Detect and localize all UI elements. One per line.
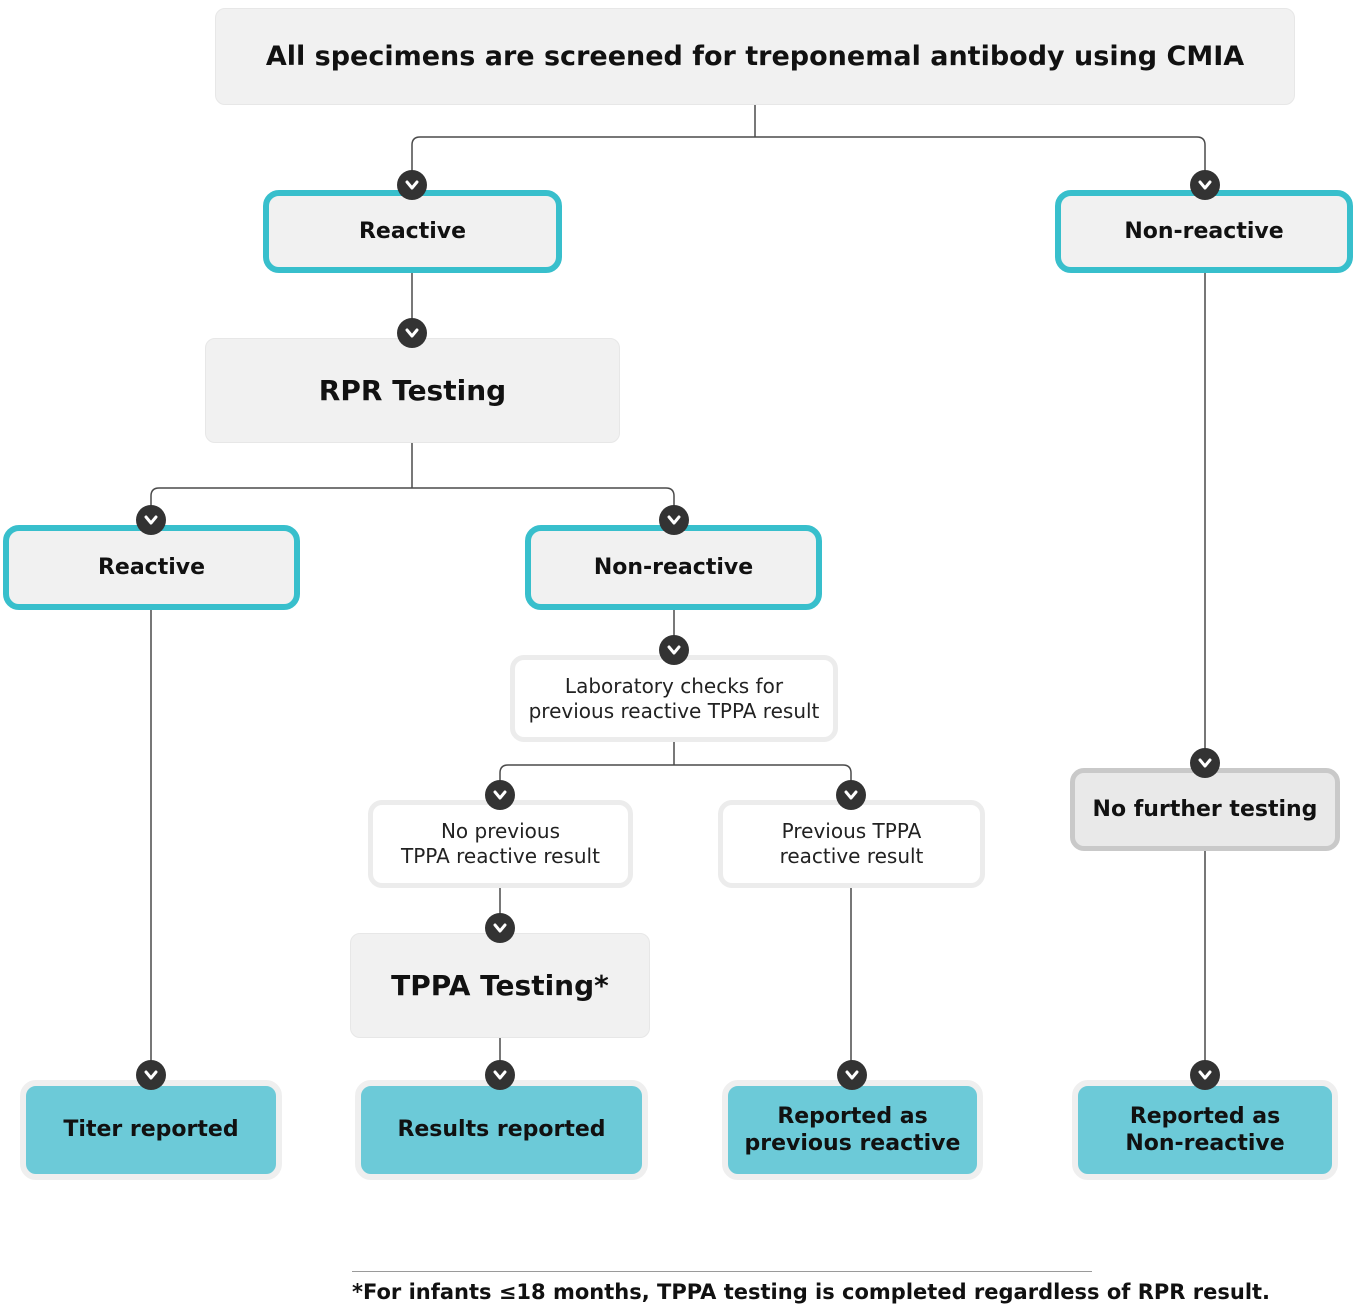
node-lab-check-line2: previous reactive TPPA result — [528, 698, 820, 723]
node-title-label: All specimens are screened for treponemal antibody using CMIA — [265, 40, 1245, 72]
node-no-further-testing — [1070, 768, 1340, 851]
node-no-previous-tppa-label — [401, 819, 600, 869]
chevron-down-icon — [1190, 1060, 1220, 1090]
node-reported-previous-line2: previous reactive — [744, 1131, 961, 1156]
node-reported-nonreactive — [1072, 1080, 1338, 1180]
chevron-down-icon — [485, 913, 515, 943]
chevron-down-icon — [836, 780, 866, 810]
node-reported-previous-reactive — [722, 1080, 983, 1180]
chevron-down-icon — [1190, 748, 1220, 778]
chevron-down-icon — [397, 170, 427, 200]
node-rpr-reactive-label: Reactive — [97, 554, 206, 580]
chevron-down-icon — [659, 505, 689, 535]
chevron-down-icon — [659, 635, 689, 665]
chevron-down-icon — [136, 1060, 166, 1090]
chevron-down-icon — [1190, 170, 1220, 200]
node-no-further-testing-label: No further testing — [1092, 796, 1318, 822]
node-reported-nonreactive-line1: Reported as — [1129, 1103, 1281, 1129]
chevron-down-icon — [485, 1060, 515, 1090]
node-reported-previous-label — [745, 1103, 961, 1158]
node-lab-check-line1: Laboratory checks for — [564, 673, 784, 698]
node-cmia-nonreactive — [1055, 190, 1353, 273]
node-no-previous-tppa — [368, 800, 633, 888]
node-previous-tppa-label — [780, 819, 924, 869]
footnote-divider — [352, 1271, 1092, 1272]
node-tppa-testing — [350, 933, 650, 1038]
chevron-down-icon — [397, 318, 427, 348]
node-titer-reported — [20, 1080, 282, 1180]
node-reported-previous-line1: Reported as — [777, 1103, 928, 1129]
chevron-down-icon — [485, 780, 515, 810]
node-previous-line1: Previous TPPA — [781, 819, 922, 843]
node-cmia-reactive — [263, 190, 562, 273]
node-cmia-nonreactive-label: Non-reactive — [1124, 218, 1284, 244]
node-rpr-reactive — [3, 525, 300, 610]
node-lab-check-label — [529, 674, 820, 724]
node-reported-nonreactive-label — [1125, 1103, 1284, 1158]
node-no-previous-line2: TPPA reactive result — [401, 844, 600, 868]
node-results-reported — [355, 1080, 648, 1180]
node-lab-check — [510, 655, 838, 742]
chevron-down-icon — [136, 505, 166, 535]
node-tppa-testing-label: TPPA Testing* — [391, 969, 609, 1002]
node-cmia-reactive-label: Reactive — [358, 218, 467, 244]
node-titer-reported-label: Titer reported — [63, 1117, 239, 1143]
node-title — [215, 8, 1295, 105]
node-rpr-nonreactive-label: Non-reactive — [593, 554, 754, 580]
node-no-previous-line1: No previous — [440, 819, 561, 843]
node-rpr-testing — [205, 338, 620, 443]
node-rpr-nonreactive — [525, 525, 822, 610]
node-previous-tppa — [718, 800, 985, 888]
node-previous-line2: reactive result — [779, 844, 924, 868]
node-results-reported-label: Results reported — [397, 1117, 606, 1143]
node-rpr-testing-label: RPR Testing — [318, 374, 507, 407]
chevron-down-icon — [837, 1060, 867, 1090]
node-reported-nonreactive-line2: Non-reactive — [1125, 1131, 1285, 1156]
footnote: *For infants ≤18 months, TPPA testing is completed regardless of RPR result. — [352, 1280, 1271, 1304]
